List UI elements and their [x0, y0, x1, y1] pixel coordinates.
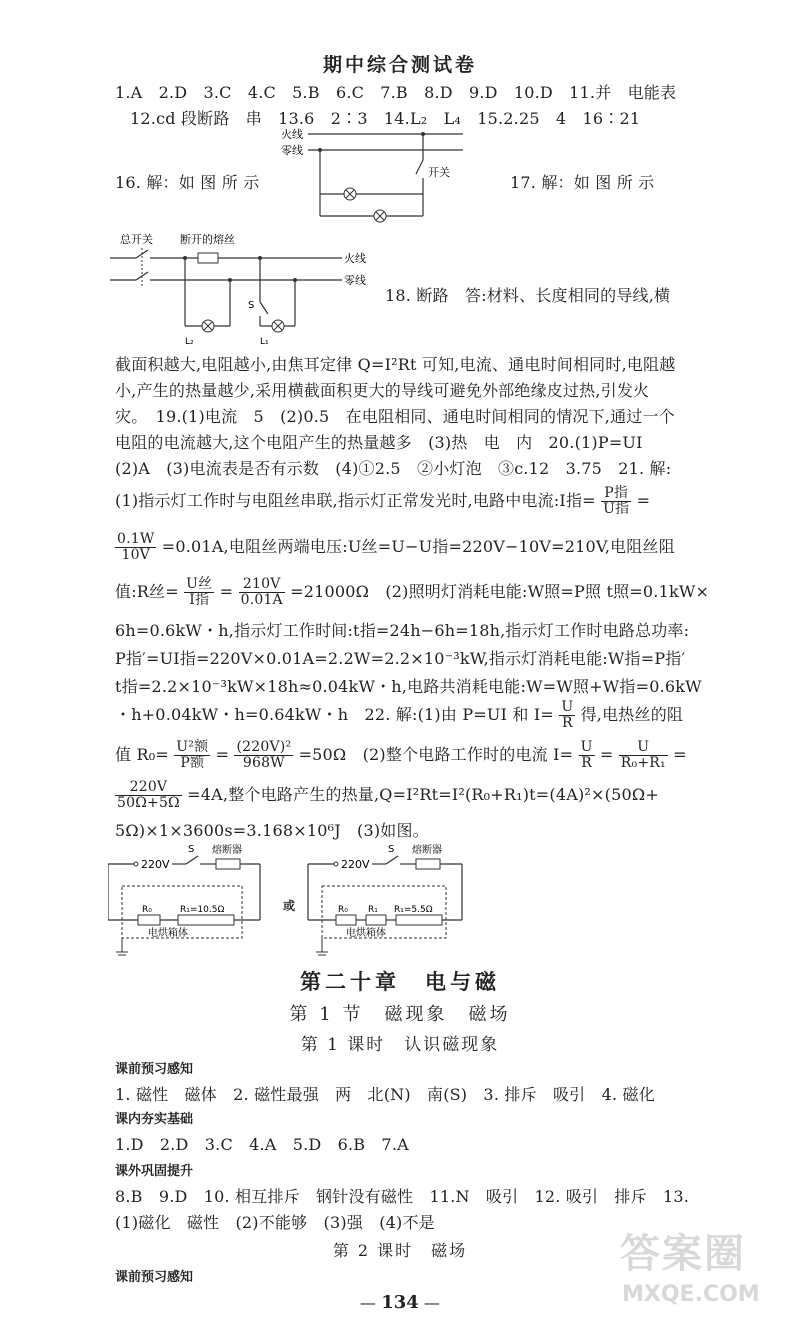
circuit-diagram-22-left: [108, 842, 268, 960]
answer-line: (1)磁化 磁性 (2)不能够 (3)强 (4)不是: [115, 1213, 435, 1232]
page-number: 134: [381, 1292, 419, 1313]
text: =21000Ω (2)照明灯消耗电能:W照=P照 t照=0.1kW×: [290, 582, 710, 601]
text: =4A,整个电路产生的热量,Q=I²Rt=I²(R₀+R₁)t=(4A)²×(50Ω+: [187, 785, 659, 804]
numerator: U丝: [186, 576, 213, 592]
paragraph-line-formula: [115, 532, 675, 563]
fraction: [619, 740, 668, 771]
switch-s-label: S: [188, 844, 195, 855]
paragraph-line: 5Ω)×1×3600s=3.168×10⁶J (3)如图。: [115, 821, 429, 840]
text: 值 R₀=: [115, 745, 169, 764]
circuit-diagram-17: [110, 230, 380, 350]
section-title: 第 1 节 磁现象 磁场: [289, 1004, 511, 1025]
text: =: [599, 745, 614, 764]
resistor-r1-label: R₁: [368, 905, 378, 915]
fraction: [115, 532, 156, 563]
paragraph-line-formula: [115, 740, 687, 771]
numerator: 210V: [239, 577, 285, 593]
text: =: [636, 491, 651, 510]
answer-line: 1. 磁性 磁体 2. 磁性最强 两 北(N) 南(S) 3. 排斥 吸引 4. 磁化: [115, 1085, 655, 1104]
paragraph-line: 灾。 19.(1)电流 5 (2)0.5 在电阻相同、通电时间相同的情况下,通过一个: [115, 407, 675, 426]
paragraph-line-formula: [115, 577, 709, 608]
resistor-r2-label: R₁=5.5Ω: [394, 905, 433, 915]
denominator: 50Ω+5Ω: [117, 795, 180, 811]
fraction: [239, 577, 285, 608]
text: ・h+0.04kW・h=0.64kW・h 22. 解:(1)由 P=UI 和 I=: [115, 705, 555, 724]
fraction: [184, 577, 214, 608]
answer-q17: 17. 解：如 图 所 示: [510, 173, 655, 192]
text: 值:R丝=: [115, 582, 179, 601]
lesson-title: 第 2 课时 磁场: [332, 1241, 468, 1260]
circuit-diagram-22-right: [298, 842, 468, 960]
text: (1)指示灯工作时与电阻丝串联,指示灯正常发光时,电路中电流:I指=: [115, 491, 596, 510]
voltage-label: 220V: [141, 858, 170, 871]
fuse-label: 熔断器: [212, 845, 242, 856]
paragraph-line-formula: [115, 486, 650, 517]
denominator: I指: [189, 592, 210, 608]
paragraph-line: 小,产生的热量越少,采用横截面积更大的导线可避免外部绝缘皮过热,引发火: [115, 381, 650, 400]
page-title: 期中综合测试卷: [322, 54, 477, 76]
numerator: 0.1W: [117, 531, 155, 547]
answer-line: 1.A 2.D 3.C 4.C 5.B 6.C 7.B 8.D 9.D 10.D 11.并 电能表: [115, 83, 677, 102]
paragraph-line: 6h=0.6kW・h,指示灯工作时间:t指=24h−6h=18h,指示灯工作时电路总功率:: [115, 621, 690, 640]
fraction: [115, 780, 182, 811]
numerator: U²额: [176, 739, 209, 755]
switch-s-label: S: [388, 844, 395, 855]
neutral-wire-label: 零线: [344, 274, 366, 287]
resistor-r-label: R₁=10.5Ω: [180, 905, 225, 915]
paragraph-line-formula: [115, 700, 683, 731]
numerator: (220V)²: [236, 739, 292, 755]
subheading: 课前预习感知: [115, 1270, 194, 1285]
paragraph-line: t指=2.2×10⁻³kW×18h≈0.04kW・h,电路共消耗电能:W=W照+W指=0.6kW: [115, 677, 702, 696]
box-label: 电烘箱体: [346, 928, 386, 939]
switch-label: 开关: [428, 166, 450, 179]
denominator: R: [561, 715, 573, 731]
chapter-title: 第二十章 电与磁: [300, 970, 500, 994]
resistor-r0-label: R₀: [142, 905, 152, 915]
numerator: U: [580, 739, 593, 755]
fraction: [579, 740, 595, 771]
box-label: 电烘箱体: [148, 928, 188, 939]
dash-left: —: [359, 1293, 377, 1312]
numerator: 220V: [115, 780, 182, 796]
paragraph-line: 电阻的电流越大,这个电阻产生的热量越多 (3)热 电 内 20.(1)P=UI: [115, 433, 643, 452]
denominator: U指: [603, 501, 630, 517]
denominator: 10V: [121, 547, 150, 563]
fraction: [174, 740, 210, 771]
live-wire-label: 火线: [281, 128, 303, 141]
subheading: 课内夯实基础: [115, 1112, 194, 1127]
paragraph-line-formula: [115, 780, 659, 811]
resistor-r0-label: R₀: [338, 905, 348, 915]
fuse-label: 断开的熔丝: [180, 233, 235, 246]
denominator: R: [581, 755, 592, 771]
text: 得,电热丝的阻: [580, 705, 684, 724]
denominator: 968W: [242, 755, 285, 771]
subheading: 课外巩固提升: [115, 1164, 194, 1179]
watermark-en: MXQE.COM: [622, 1282, 760, 1307]
text: =: [215, 745, 230, 764]
paragraph-line: P指′=UI指=220V×0.01A=2.2W=2.2×10⁻³kW,指示灯消耗电能:W指=P指′: [115, 649, 686, 668]
answer-q18: 18. 断路 答:材料、长度相同的导线,横: [385, 286, 671, 305]
neutral-wire-label: 零线: [281, 144, 303, 157]
fraction: [559, 700, 575, 731]
voltage-label: 220V: [341, 858, 370, 871]
paragraph-line: (2)A (3)电流表是否有示数 (4)①2.5 ②小灯泡 ③c.12 3.75 21. 解:: [115, 459, 672, 478]
numerator: U: [561, 699, 574, 715]
lesson-title: 第 1 课时 认识磁现象: [300, 1035, 500, 1055]
denominator: P额: [180, 755, 205, 771]
live-wire-label: 火线: [344, 252, 366, 265]
numerator: P指: [601, 486, 631, 502]
answer-line: 12.cd 段断路 串 13.6 2∶3 14.L₂ L₄ 15.2.25 4 16∶21: [130, 109, 641, 128]
fuse-label: 熔断器: [412, 845, 442, 856]
denominator: 0.01A: [240, 592, 283, 608]
dash-right: —: [423, 1293, 441, 1312]
paragraph-line: 截面积越大,电阻越小,由焦耳定律 Q=I²Rt 可知,电流、通电时间相同时,电阻越: [115, 355, 676, 374]
circuit-diagram-16: [278, 124, 478, 228]
fraction: [601, 486, 631, 517]
text: =50Ω (2)整个电路工作时的电流 I=: [298, 745, 574, 764]
answer-line: 1.D 2.D 3.C 4.A 5.D 6.B 7.A: [115, 1135, 409, 1154]
watermark-cn: 答案圈: [620, 1231, 746, 1277]
fraction: [234, 740, 293, 771]
subheading: 课前预习感知: [115, 1062, 194, 1077]
lamp-l1-label: L₁: [260, 337, 269, 347]
switch-s-label: S: [248, 300, 255, 311]
denominator: R₀+R₁: [620, 755, 666, 771]
text: =0.01A,电阻丝两端电压:U丝=U−U指=220V−10V=210V,电阻丝阻: [161, 537, 675, 556]
text: =: [219, 582, 234, 601]
text: =: [673, 745, 687, 764]
answer-q16: 16. 解：如 图 所 示: [115, 173, 260, 192]
numerator: U: [619, 740, 668, 756]
main-switch-label: 总开关: [120, 233, 153, 246]
or-label: 或: [283, 899, 296, 913]
lamp-l2-label: L₂: [185, 337, 194, 347]
answer-line: 8.B 9.D 10. 相互排斥 钢针没有磁性 11.N 吸引 12. 吸引 排斥 13.: [115, 1187, 690, 1206]
